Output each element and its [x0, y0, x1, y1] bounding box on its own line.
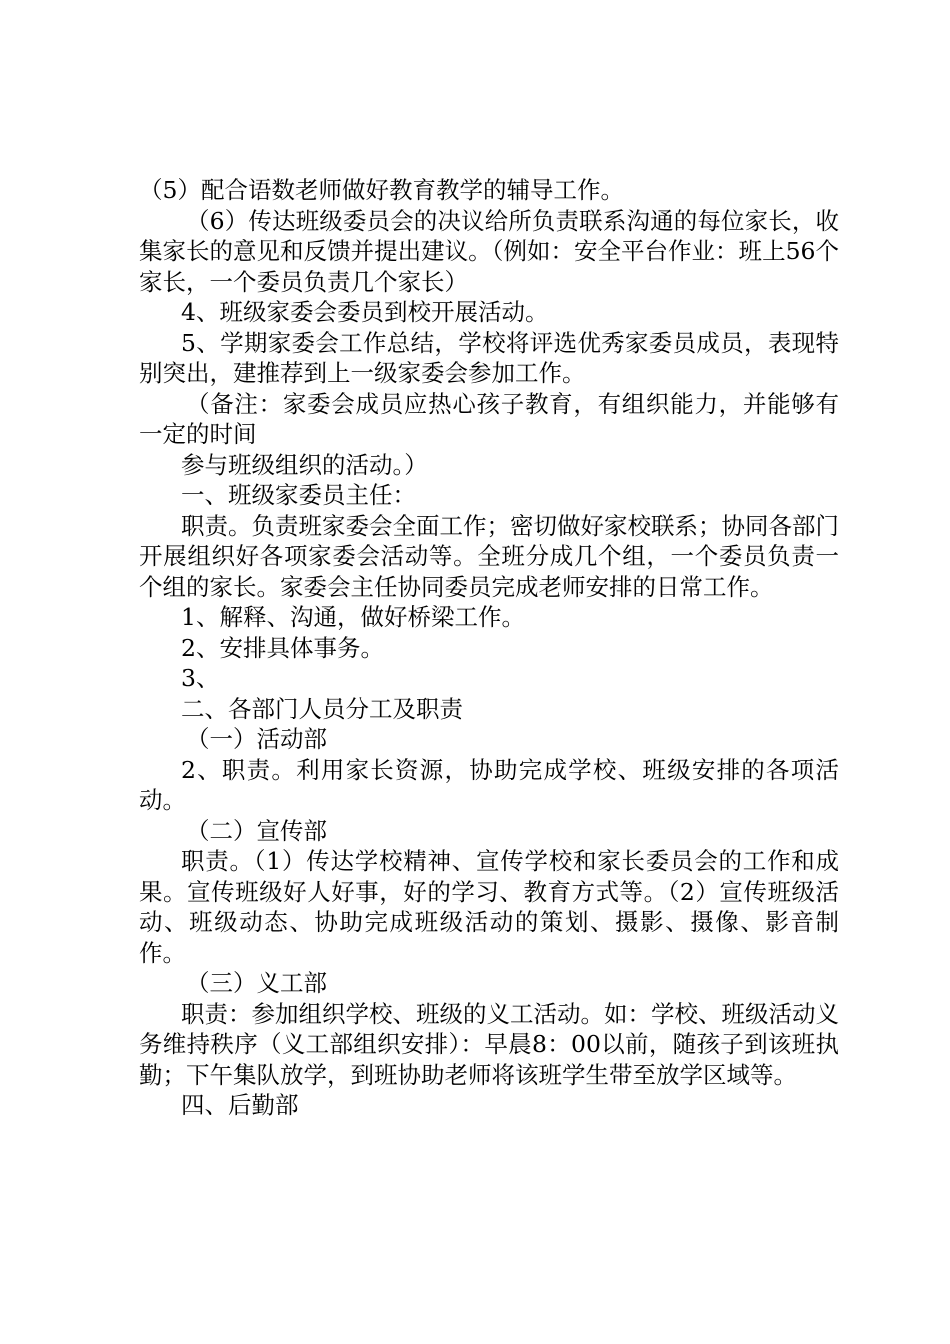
subsection-heading: （一）活动部: [186, 725, 327, 753]
paragraph: （6）传达班级委员会的决议给所负责联系沟通的每位家长，收集家长的意见和反馈并提出建议。（例如：安全平台作业：班上56个家长，一个委员负责几个家长）: [139, 206, 839, 296]
section-heading: 二、各部门人员分工及职责: [181, 694, 463, 723]
paragraph: 职责。（1）传达学校精神、宣传学校和家长委员会的工作和成果。宣传班级好人好事，好的学习、教育方式等。（2）宣传班级活动、班级动态、协助完成班级活动的策划、摄影、摄像、影音制作。: [139, 847, 839, 967]
section-heading: 四、后勤部: [181, 1091, 299, 1119]
paragraph: 职责：参加组织学校、班级的义工活动。如：学校、班级活动义务维持秩序（义工部组织安排）：早晨8：00以前，随孩子到该班执勤；下午集队放学，到班协助老师将该班学生带至放学区域等。: [139, 999, 839, 1089]
list-item: 1、解释、沟通，做好桥梁工作。: [181, 603, 525, 631]
subsection-heading: （二）宣传部: [186, 816, 327, 845]
paragraph: （5）配合语数老师做好教育教学的辅导工作。: [139, 176, 624, 204]
paragraph: 4、班级家委会委员到校开展活动。: [181, 298, 549, 326]
list-item: 3、: [181, 664, 220, 692]
document-body: [139, 175, 839, 1121]
paragraph: （备注：家委会成员应热心孩子教育，有组织能力，并能够有一定的时间: [139, 389, 839, 448]
paragraph: 职责。负责班家委会全面工作；密切做好家校联系；协同各部门开展组织好各项家委会活动等。全班分成几个组，一个委员负责一个组的家长。家委会主任协同委员完成老师安排的日常工作。: [139, 511, 839, 601]
paragraph: 参与班级组织的活动。）: [181, 450, 428, 479]
list-item: 2、安排具体事务。: [181, 633, 384, 662]
paragraph: 5、学期家委会工作总结，学校将评选优秀家委员成员，表现特别突出，建推荐到上一级家委会参加工作。: [139, 328, 839, 387]
subsection-heading: （三）义工部: [186, 969, 327, 997]
section-heading: 一、班级家委员主任：: [181, 481, 416, 509]
paragraph: 2、职责。利用家长资源，协助完成学校、班级安排的各项活动。: [139, 755, 839, 814]
